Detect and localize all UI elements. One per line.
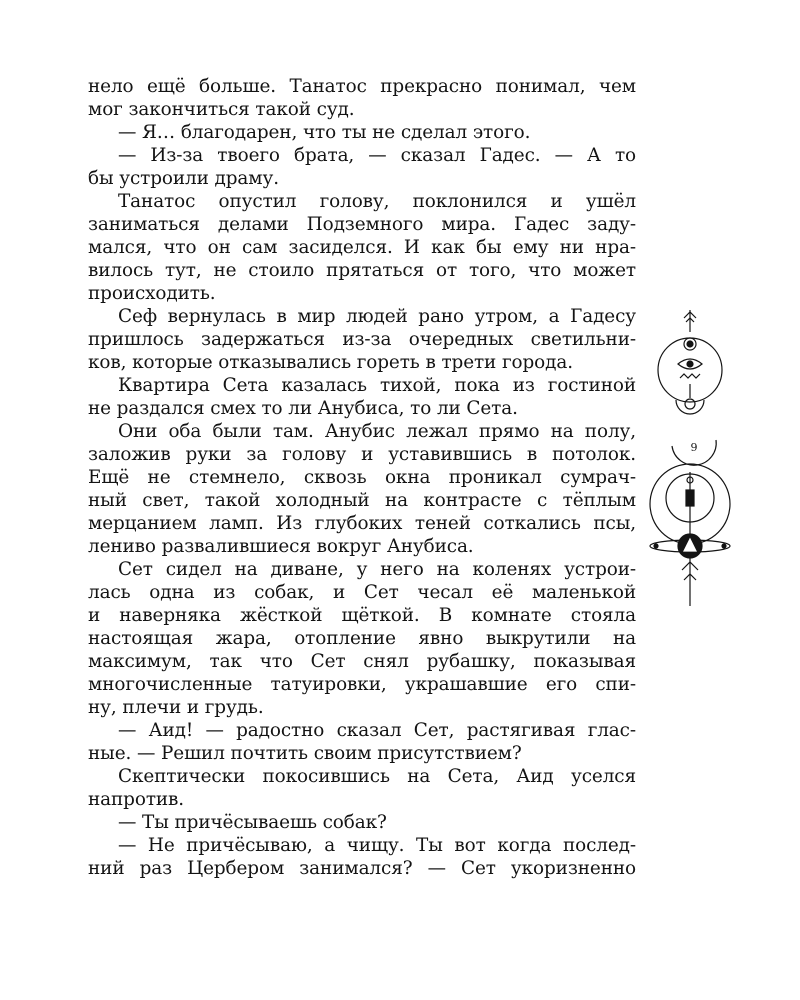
eye-pupil: [687, 361, 693, 367]
zigzag-line: [680, 374, 700, 378]
text-line: напротив.: [88, 789, 185, 810]
text-line: не раздался смех то ли Анубиса, то ли Сета.: [88, 398, 518, 419]
text-line: нело ещё больше. Танатос прекрасно понимал, чем: [88, 76, 636, 97]
text-line: мался, что он сам засиделся. И как бы ему ни нра-: [88, 237, 636, 258]
text-line: Сет сидел на диване, у него на коленях устрои-: [118, 559, 636, 580]
center-bar: [686, 490, 694, 506]
text-line: Скептически покосившись на Сета, Аид уселся: [118, 766, 636, 787]
text-line: и наверняка жёсткой щёткой. В комнате стояла: [88, 605, 636, 626]
text-line: — Аид! — радостно сказал Сет, растягивая глас-: [118, 720, 636, 741]
text-line: мерцанием ламп. Из глубоких теней соткались псы,: [88, 513, 636, 534]
text-line: Они оба были там. Анубис лежал прямо на полу,: [118, 421, 636, 442]
text-line: лась одна из собак, и Сет чесал её маленькой: [88, 582, 636, 603]
text-line: бы устроили драму.: [88, 168, 279, 189]
text-line: максимум, так что Сет снял рубашку, показывая: [88, 651, 636, 672]
text-line: Квартира Сета казалась тихой, пока из гостиной: [118, 375, 636, 396]
text-line: заниматься делами Подземного мира. Гадес заду-: [88, 214, 636, 235]
text-line: лениво развалившиеся вокруг Анубиса.: [88, 536, 474, 557]
text-line: — Из-за твоего брата, — сказал Гадес. — А то: [118, 145, 636, 166]
text-line: происходить.: [88, 283, 216, 304]
celestial-ornament: [644, 308, 744, 608]
orbit-dot-right: [722, 544, 726, 548]
text-line: ну, плечи и грудь.: [88, 697, 264, 718]
text-line: ные. — Решил почтить своим присутствием?: [88, 743, 522, 764]
text-line: Танатос опустил голову, поклонился и ушёл: [118, 191, 636, 212]
text-line: заложив руки за голову и уставившись в потолок.: [88, 444, 636, 465]
small-circle-dot: [687, 341, 693, 347]
text-line: многочисленные татуировки, украшавшие его спи-: [88, 674, 636, 695]
orbit-dot-left: [654, 544, 658, 548]
text-line: — Я… благодарен, что ты не сделал этого.: [118, 122, 531, 143]
text-line: пришлось задержаться из-за очередных светильни-: [88, 329, 636, 350]
text-line: ний раз Цербером занимался? — Сет укоризненно: [88, 858, 636, 879]
text-line: Ещё не стемнело, сквозь окна проникал сумрач-: [88, 467, 636, 488]
text-line: настоящая жара, отопление явно выкрутили на: [88, 628, 636, 649]
text-line: ков, которые отказывались гореть в трети города.: [88, 352, 573, 373]
text-line: вилось тут, не стоило прятаться от того, что может: [88, 260, 636, 281]
text-line: — Ты причёсываешь собак?: [118, 812, 387, 833]
page-number: 9: [690, 441, 698, 454]
text-line: мог закончиться такой суд.: [88, 99, 355, 120]
moon-circle: [685, 399, 695, 409]
text-line: Сеф вернулась в мир людей рано утром, а Гадесу: [118, 306, 636, 327]
page-body-text: [88, 75, 636, 880]
text-line: — Не причёсываю, а чищу. Ты вот когда послед-: [118, 835, 636, 856]
text-line: ный свет, такой холодный на контрасте с тёплым: [88, 490, 636, 511]
